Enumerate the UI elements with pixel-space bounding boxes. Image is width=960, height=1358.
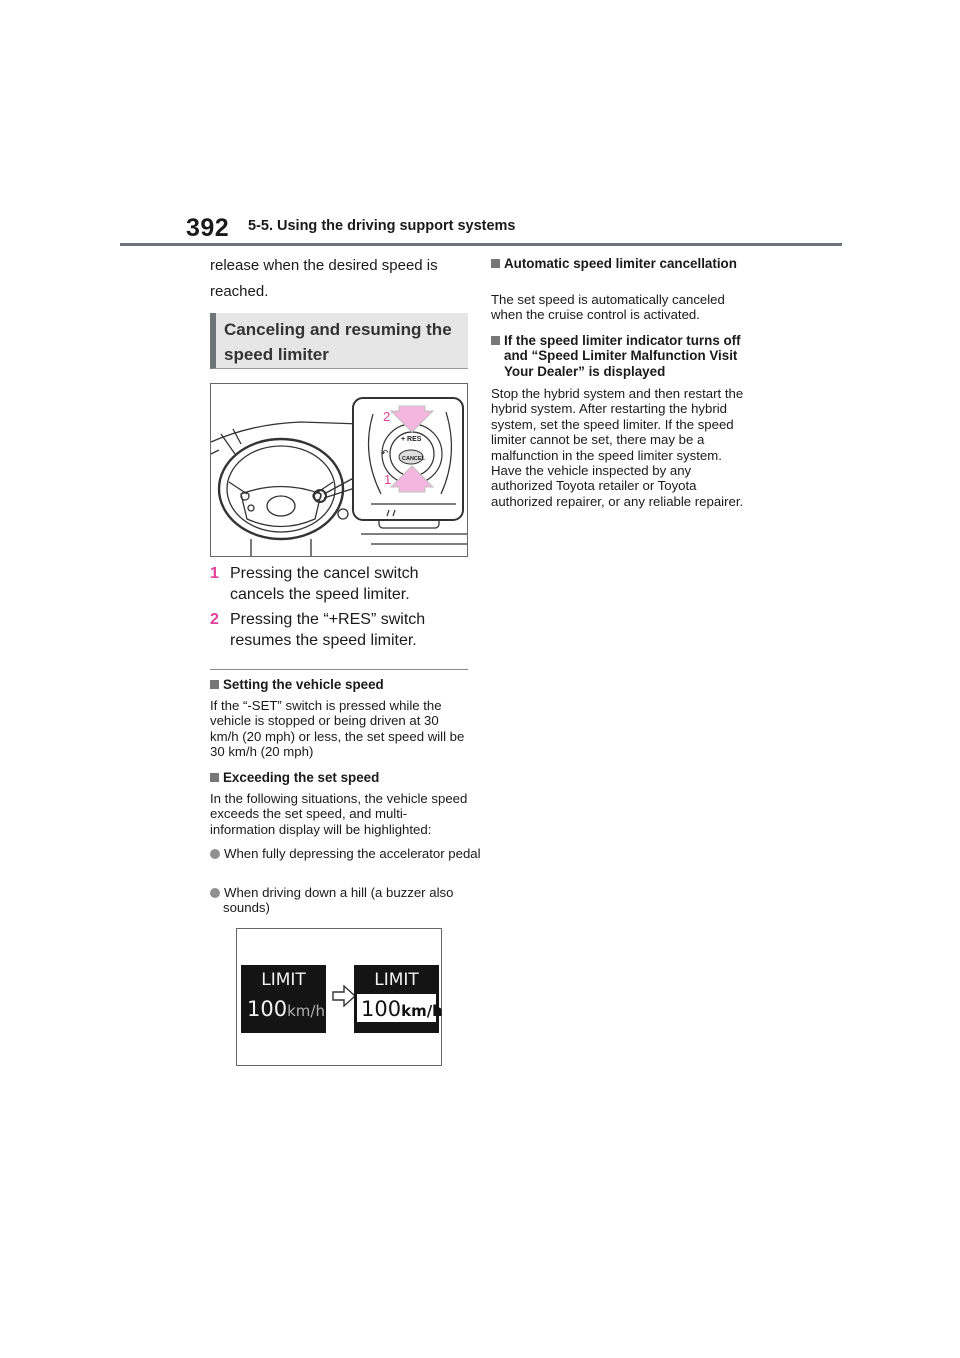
svg-text:↶: ↶: [381, 449, 389, 459]
callout-2: 2: [383, 409, 391, 424]
section-title: Canceling and resuming the speed limiter: [224, 320, 452, 364]
header-rule: [120, 243, 842, 246]
callout-1: 1: [384, 472, 392, 487]
square-bullet-icon: [210, 680, 219, 689]
setting-speed-heading: Setting the vehicle speed: [210, 677, 470, 692]
steering-wheel-drawing: [211, 384, 467, 556]
step-number: 2: [210, 611, 219, 628]
step-text: Pressing the “+RES” switch resumes the speed limiter.: [230, 611, 426, 649]
cancel-label: CANCEL: [402, 456, 425, 462]
limit-display-illustration: [236, 928, 442, 1066]
square-bullet-icon: [491, 259, 500, 268]
exceeding-speed-text: In the following situations, the vehicle speed exceeds the set speed, and multi-information display will be highlighted:: [210, 791, 468, 837]
list-item: When driving down a hill (a buzzer also sounds): [210, 885, 483, 916]
section-header: [210, 313, 468, 369]
section-divider: [210, 669, 468, 670]
malfunction-text: Stop the hybrid system and then restart the hybrid system. After restarting the hybrid system, set the speed limiter. If the speed limiter cannot be set, there may be a malfunction in the speed limiter system. Have the vehicle inspected by any authorized Toyota retailer or Toyota authorized repairer, or any reliable repairer.: [491, 386, 744, 509]
step-number: 1: [210, 565, 219, 582]
step-2: [210, 609, 470, 653]
display-highlighted: LIMIT 100km/h: [354, 965, 439, 1033]
auto-cancel-text: The set speed is automatically canceled when the cruise control is activated.: [491, 292, 725, 323]
res-label: + RES: [401, 436, 422, 443]
continued-paragraph: release when the desired speed is reached.: [210, 257, 438, 300]
step-text: Pressing the cancel switch cancels the speed limiter.: [230, 565, 419, 603]
square-bullet-icon: [210, 773, 219, 782]
arrow-right-icon: [332, 985, 356, 1007]
exceeding-speed-heading: Exceeding the set speed: [210, 770, 470, 785]
steering-switch-illustration: [210, 383, 468, 557]
display-normal: LIMIT 100km/h: [241, 965, 326, 1033]
circle-bullet-icon: [210, 888, 220, 898]
chapter-title: 5-5. Using the driving support systems: [248, 218, 516, 234]
list-item: When fully depressing the accelerator pedal: [210, 846, 483, 861]
malfunction-heading: If the speed limiter indicator turns off and “Speed Limiter Malfunction Visit Your Dealer” is displayed: [491, 333, 766, 379]
step-1: [210, 563, 470, 607]
page-number: 392: [186, 214, 230, 242]
square-bullet-icon: [491, 336, 500, 345]
auto-cancel-heading: Automatic speed limiter cancellation: [491, 256, 766, 271]
setting-speed-text: If the “-SET” switch is pressed while the vehicle is stopped or being driven at 30 km/h (20 mph) or less, the set speed will be 30 km/h (20 mph): [210, 698, 465, 760]
circle-bullet-icon: [210, 849, 220, 859]
